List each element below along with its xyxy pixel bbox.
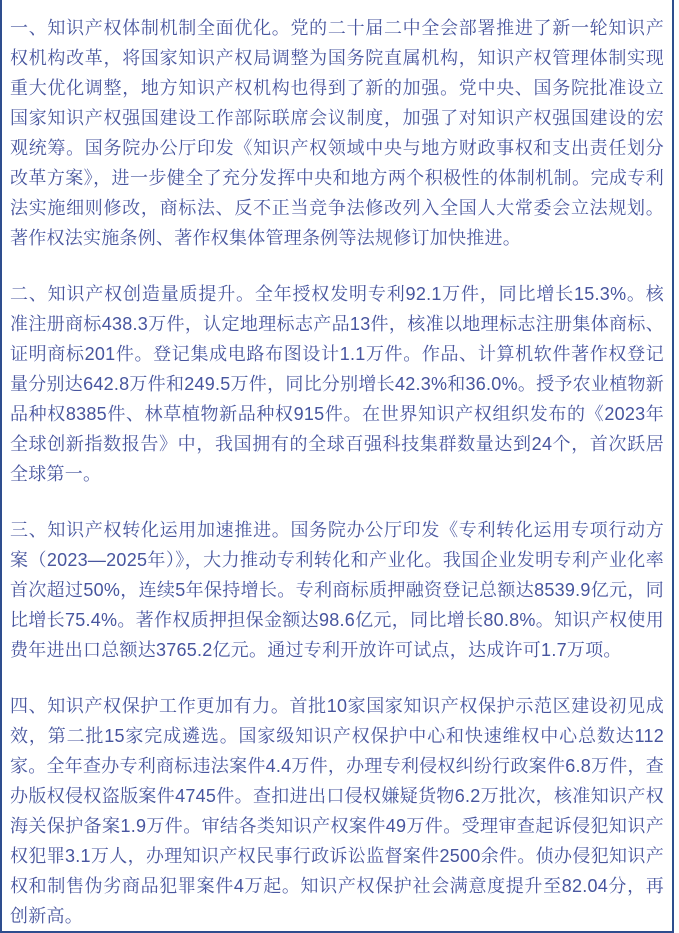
- paragraph-ip-creation-quality: 二、知识产权创造量质提升。全年授权发明专利92.1万件，同比增长15.3%。核准注册商标438.3万件，认定地理标志产品13件，核准以地理标志注册集体商标、证明商标201件。登记集成电路布图设计1.1万件。作品、计算机软件著作权登记量分别达642.8万件和249.5万件，同比分别增长42.3%和36.0%。授予农业植物新品种权8385件、林草植物新品种权915件。在世界知识产权组织发布的《2023年全球创新指数报告》中，我国拥有的全球百强科技集群数量达到24个，首次跃居全球第一。: [10, 284, 664, 484]
- paragraph-ip-transformation-use: 三、知识产权转化运用加速推进。国务院办公厅印发《专利转化运用专项行动方案（2023—2025年）》，大力推动专利转化和产业化。我国企业发明专利产业化率首次超过50%，连续5年保持增长。专利商标质押融资登记总额达8539.9亿元，同比增长75.4%。著作权质押担保金额达98.6亿元，同比增长80.8%。知识产权使用费年进出口总额达3765.2亿元。通过专利开放许可试点，达成许可1.7万项。: [10, 520, 664, 660]
- paragraph-ip-system-optimization: 一、知识产权体制机制全面优化。党的二十届二中全会部署推进了新一轮知识产权机构改革，将国家知识产权局调整为国务院直属机构，知识产权管理体制实现重大优化调整，地方知识产权机构也得到了新的加强。党中央、国务院批准设立国家知识产权强国建设工作部际联席会议制度，加强了对知识产权强国建设的宏观统筹。国务院办公厅印发《知识产权领域中央与地方财政事权和支出责任划分改革方案》，进一步健全了充分发挥中央和地方两个积极性的体制机制。完成专利法实施细则修改，商标法、反不正当竞争法修改列入全国人大常委会立法规划。著作权法实施条例、著作权集体管理条例等法规修订加快推进。: [10, 18, 664, 248]
- paragraph-ip-protection-work: 四、知识产权保护工作更加有力。首批10家国家知识产权保护示范区建设初见成效，第二批15家完成遴选。国家级知识产权保护中心和快速维权中心总数达112家。全年查办专利商标违法案件4.4万件，办理专利侵权纠纷行政案件6.8万件，查办版权侵权盗版案件4745件。查扣进出口侵权嫌疑货物6.2万批次，核准知识产权海关保护备案1.9万件。审结各类知识产权案件49万件。受理审查起诉侵犯知识产权犯罪3.1万人，办理知识产权民事行政诉讼监督案件2500余件。侦办侵犯知识产权和制售伪劣商品犯罪案件4万起。知识产权保护社会满意度提升至82.04分，再创新高。: [10, 696, 664, 926]
